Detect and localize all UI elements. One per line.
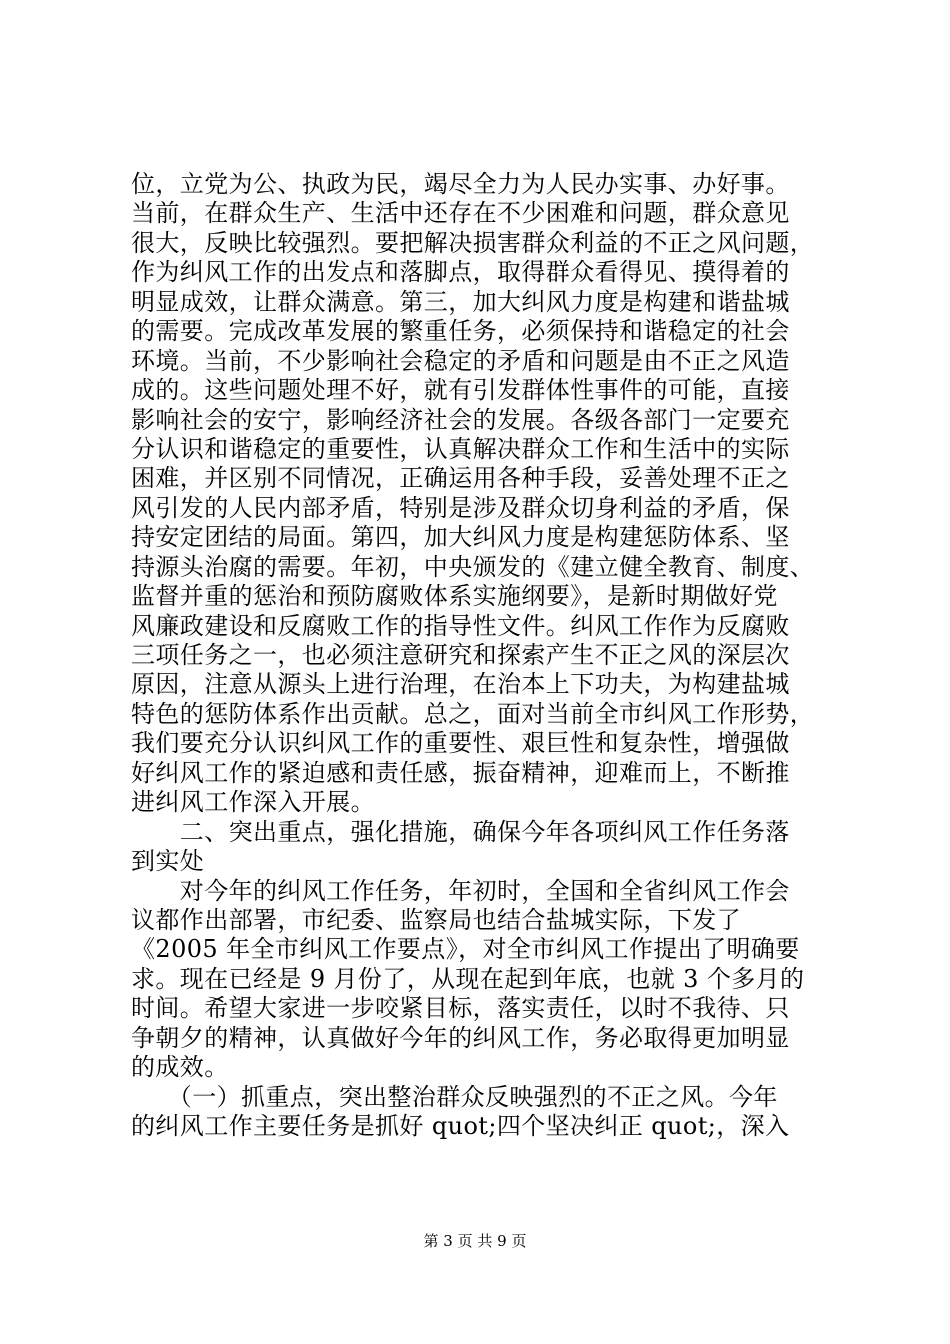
section-heading: 到实处: [131, 847, 205, 876]
text-line: 好纠风工作的紧迫感和责任感，振奋精神，迎难而上，不断推: [131, 758, 790, 787]
text-line: 我们要充分认识纠风工作的重要性、艰巨性和复杂性，增强做: [131, 729, 790, 758]
text-line: 环境。当前，不少影响社会稳定的矛盾和问题是由不正之风造: [131, 346, 790, 375]
text-line: 持安定团结的局面。第四，加大纠风力度是构建惩防体系、坚: [131, 523, 790, 552]
text-line: （一）抓重点，突出整治群众反映强烈的不正之风。今年: [131, 1082, 778, 1111]
page-number-footer: 第 3 页 共 9 页: [423, 1232, 527, 1250]
text-line: 进纠风工作深入开展。: [131, 788, 375, 817]
text-line: 原因，注意从源头上进行治理，在治本上下功夫，为构建盐城: [131, 670, 790, 699]
text-line: 的纠风工作主要任务是抓好 quot;四个坚决纠正 quot;，深入: [131, 1112, 790, 1140]
text-line: 作为纠风工作的出发点和落脚点，取得群众看得见、摸得着的: [131, 258, 790, 287]
text-line: 位，立党为公、执政为民，竭尽全力为人民办实事、办好事。: [131, 170, 790, 198]
text-line: 监督并重的惩治和预防腐败体系实施纲要》，是新时期做好党: [131, 582, 778, 611]
text-line: 争朝夕的精神，认真做好今年的纠风工作，务必取得更加明显: [131, 1023, 790, 1052]
text-line: 影响社会的安宁，影响经济社会的发展。各级各部门一定要充: [131, 405, 790, 434]
text-line: 议都作出部署，市纪委、监察局也结合盐城实际，下发了: [131, 905, 741, 934]
text-line: 特色的惩防体系作出贡献。总之，面对当前全市纠风工作形势，: [131, 699, 815, 728]
text-line: 风廉政建设和反腐败工作的指导性文件。纠风工作作为反腐败: [131, 611, 790, 640]
text-line: 的成效。: [131, 1053, 229, 1082]
text-line: 持源头治腐的需要。年初，中央颁发的《建立健全教育、制度、: [131, 552, 815, 581]
text-line: 时间。希望大家进一步咬紧目标，落实责任，以时不我待、只: [131, 994, 790, 1023]
section-heading: 二、突出重点，强化措施，确保今年各项纠风工作任务落: [131, 817, 790, 846]
text-line: 当前，在群众生产、生活中还存在不少困难和问题，群众意见: [131, 199, 790, 228]
text-line: 分认识和谐稳定的重要性，认真解决群众工作和生活中的实际: [131, 434, 790, 463]
text-line: 《2005 年全市纠风工作要点》，对全市纠风工作提出了明确要: [131, 935, 800, 964]
text-line: 三项任务之一，也必须注意研究和探索产生不正之风的深层次: [131, 641, 790, 669]
text-line: 风引发的人民内部矛盾，特别是涉及群众切身利益的矛盾，保: [131, 493, 790, 522]
body-text: [131, 170, 831, 1141]
text-line: 明显成效，让群众满意。第三，加大纠风力度是构建和谐盐城: [131, 287, 790, 316]
text-line: 的需要。完成改革发展的繁重任务，必须保持和谐稳定的社会: [131, 317, 790, 346]
text-line: 求。现在已经是 9 月份了，从现在起到年底，也就 3 个多月的: [131, 964, 805, 993]
text-line: 很大，反映比较强烈。要把解决损害群众利益的不正之风问题，: [131, 228, 815, 257]
text-line: 对今年的纠风工作任务，年初时，全国和全省纠风工作会: [131, 876, 790, 905]
text-line: 成的。这些问题处理不好，就有引发群体性事件的可能，直接: [131, 376, 790, 405]
text-line: 困难，并区别不同情况，正确运用各种手段，妥善处理不正之: [131, 464, 790, 493]
